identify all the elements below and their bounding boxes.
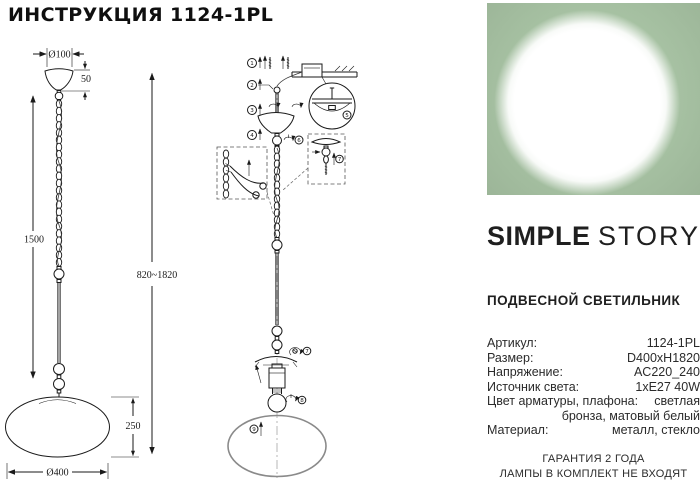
svg-text:8: 8 (300, 398, 304, 405)
spec-value: светлая бронза, матовый белый (561, 394, 700, 423)
spec-row-color (487, 394, 700, 423)
spec-value: 1124-1PL (646, 336, 700, 350)
brand-second-word: STORY (598, 221, 700, 251)
dim-shade-diameter (7, 463, 108, 479)
svg-text:1500: 1500 (24, 234, 44, 246)
spec-value: D400xH1820 (627, 350, 700, 365)
svg-text:Ø400: Ø400 (46, 467, 69, 479)
ceiling-canopy (45, 69, 73, 102)
svg-text:Ø100: Ø100 (48, 49, 71, 61)
svg-text:7: 7 (337, 157, 342, 164)
spec-row-voltage (487, 365, 700, 380)
page-title: ИНСТРУКЦИЯ 1124-1PL (8, 4, 274, 26)
socket-and-bulb (255, 357, 306, 413)
spec-label: Материал: (487, 423, 549, 437)
assembly-diagram (195, 48, 395, 489)
brand-first-word: SIMPLE (487, 221, 591, 251)
ceiling-mount (265, 56, 357, 113)
bulb-icon (268, 394, 286, 412)
spec-row-light-source (487, 380, 700, 395)
svg-text:1: 1 (250, 61, 254, 68)
svg-text:4: 4 (250, 133, 254, 140)
product-type: ПОДВЕСНОЙ СВЕТИЛЬНИК (487, 293, 681, 308)
spec-value: AC220_240 (633, 365, 700, 379)
svg-text:820~1820: 820~1820 (136, 270, 178, 281)
dim-total-height (137, 74, 177, 454)
dim-top-diameter (33, 48, 84, 67)
warranty-note: ГАРАНТИЯ 2 ГОДА (542, 453, 645, 465)
svg-text:5: 5 (345, 113, 349, 120)
pliers-icon (230, 166, 264, 183)
spec-row-article (487, 336, 700, 351)
hook-detail (283, 134, 345, 190)
brand-logo (487, 219, 700, 253)
product-info-panel (487, 0, 700, 489)
spec-value: металл, стекло (612, 423, 700, 437)
chain-with-cable (274, 146, 279, 238)
canopy-and-ball (258, 104, 303, 148)
spec-row-material (487, 423, 700, 438)
svg-text:50: 50 (81, 74, 91, 85)
footer-notes (487, 452, 700, 482)
spec-label: Напряжение: (487, 365, 563, 379)
dim-shade-height (111, 397, 141, 457)
spec-label: Артикул: (487, 336, 538, 350)
hanging-chain (56, 100, 61, 266)
spec-label: Источник света: (487, 379, 580, 394)
svg-text:2: 2 (250, 83, 254, 90)
svg-text:7: 7 (305, 349, 309, 356)
dimension-drawing (0, 35, 195, 485)
mount-detail-callout (309, 77, 355, 129)
spec-value: 1xE27 40W (635, 379, 700, 394)
lamps-note: ЛАМПЫ В КОМПЛЕКТ НЕ ВХОДЯТ (499, 468, 688, 480)
product-photo (487, 3, 700, 195)
dim-chain-length (24, 96, 44, 378)
spec-row-size (487, 351, 700, 366)
spec-label: Цвет арматуры, плафона: (487, 394, 639, 408)
svg-text:250: 250 (125, 421, 141, 432)
svg-text:6: 6 (297, 138, 301, 145)
stem-and-balls (54, 267, 65, 398)
glass-shade (6, 397, 110, 457)
chain-cut-detail (217, 147, 274, 216)
spec-label: Размер: (487, 350, 534, 365)
svg-text:3: 3 (250, 108, 254, 115)
rod-and-balls (272, 238, 311, 356)
specs-table (487, 336, 700, 438)
svg-text:9: 9 (252, 427, 256, 434)
